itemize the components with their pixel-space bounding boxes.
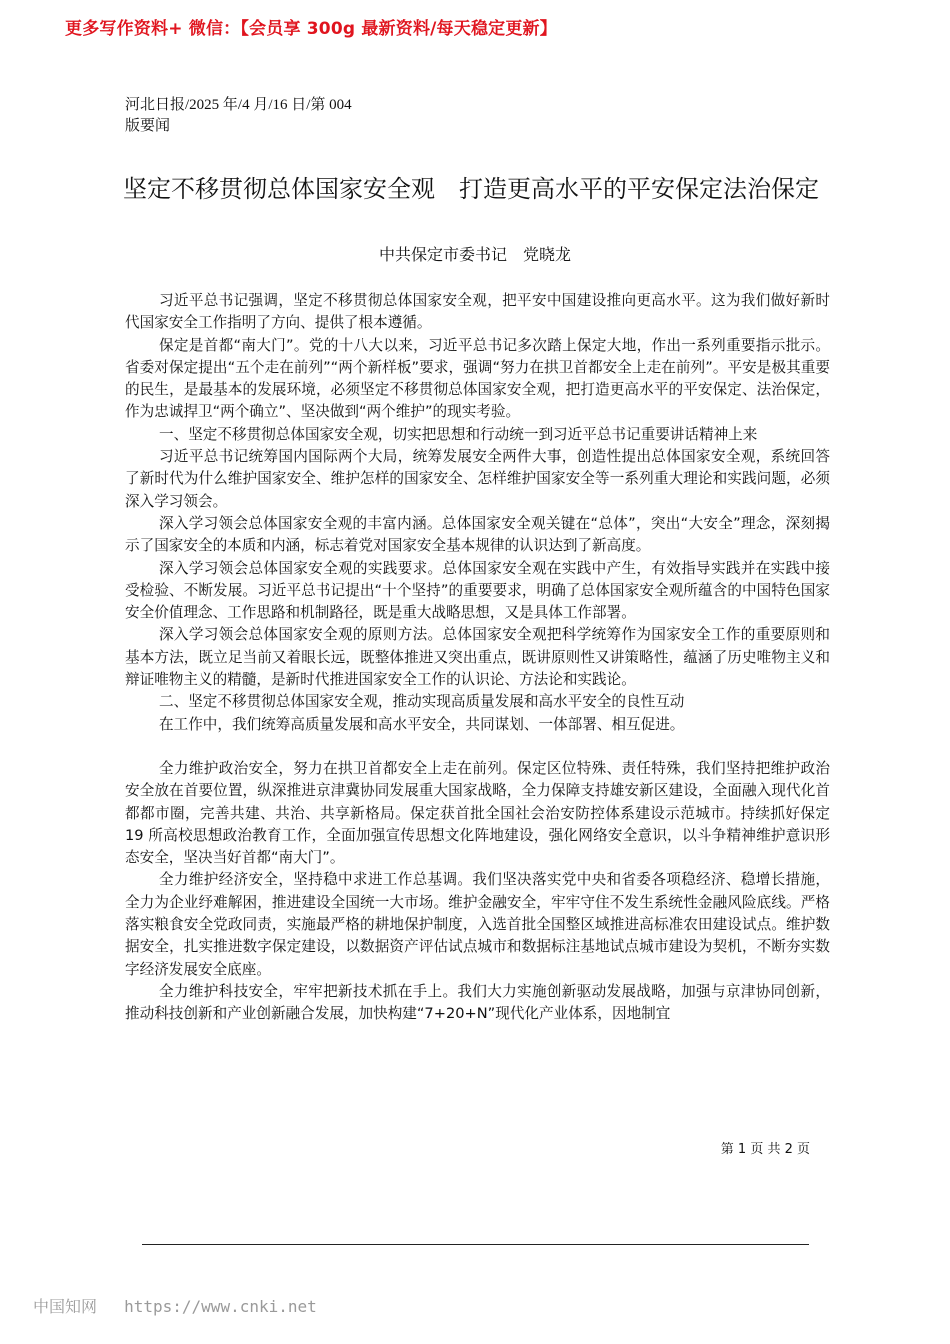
article-title: 坚定不移贯彻总体国家安全观 打造更高水平的平安保定法治保定 xyxy=(123,175,819,204)
paragraph: 全力维护政治安全，努力在拱卫首都安全上走在前列。保定区位特殊、责任特殊，我们坚持把维护政治安全放在首要位置，纵深推进京津冀协同发展重大国家战略，全力保障支持雄安新区建设，全面融入现代化首都都市圈，完善共建、共治、共享新格局。保定获首批全国社会治安防控体系建设示范城市。持续抓好保定 19 所高校思想政治教育工作，全面加强宣传思想文化阵地建设，强化网络安全意识，以斗争精神维护意识形态安全，坚决当好首都“南大门”。 xyxy=(125,759,830,867)
source-line-1: 河北日报/2025 年/4 月/16 日/第 004 xyxy=(125,97,352,113)
article-body xyxy=(125,290,830,1026)
section-heading: 二、坚定不移贯彻总体国家安全观，推动实现高质量发展和高水平安全的良性互动 xyxy=(159,693,685,711)
paragraph: 习近平总书记统筹国内国际两个大局，统筹发展安全两件大事，创造性提出总体国家安全观，系统回答了新时代为什么维护国家安全、维护怎样的国家安全、怎样维护国家安全等一系列重大理论和实践问题，必须深入学习领会。 xyxy=(125,448,830,510)
paragraph: 在工作中，我们统筹高质量发展和高水平安全，共同谋划、一体部署、相互促进。 xyxy=(159,715,685,733)
section-heading: 一、坚定不移贯彻总体国家安全观，切实把思想和行动统一到习近平总书记重要讲话精神上来 xyxy=(159,425,758,443)
watermark-url: https://www.cnki.net xyxy=(124,1297,317,1316)
paragraph: 深入学习领会总体国家安全观的实践要求。总体国家安全观在实践中产生，有效指导实践并在实践中接受检验、不断发展。习近平总书记提出“十个坚持”的重要要求，明确了总体国家安全观所蕴含的中国特色国家安全价值理念、工作思路和机制路径，既是重大战略思想，又是具体工作部署。 xyxy=(125,559,830,622)
footer-divider xyxy=(142,1244,809,1245)
paragraph: 全力维护经济安全，坚持稳中求进工作总基调。我们坚决落实党中央和省委各项稳经济、稳增长措施，全力为企业纾难解困，推进建设全国统一大市场。维护金融安全，牢牢守住不发生系统性金融风险底线。严格落实粮食安全党政同责，实施最严格的耕地保护制度，入选首批全国整区域推进高标准农田建设试点。维护数据安全，扎实推进数字保定建设，以数据资产评估试点城市和数据标注基地试点城市建设为契机，不断夯实数字经济发展安全底座。 xyxy=(125,871,830,978)
paragraph: 习近平总书记强调，坚定不移贯彻总体国家安全观，把平安中国建设推向更高水平。这为我们做好新时代国家安全工作指明了方向、提供了根本遵循。 xyxy=(125,292,830,332)
paragraph-gap xyxy=(125,736,830,758)
article-author: 中共保定市委书记 党晓龙 xyxy=(378,245,571,264)
page-number: 第 1 页 共 2 页 xyxy=(720,1142,810,1157)
paragraph: 深入学习领会总体国家安全观的原则方法。总体国家安全观把科学统筹作为国家安全工作的重要原则和基本方法，既立足当前又着眼长远，既整体推进又突出重点，既讲原则性又讲策略性，蕴涵了历史唯物主义和辩证唯物主义的精髓，是新时代推进国家安全工作的认识论、方法论和实践论。 xyxy=(125,626,830,689)
promo-banner: 更多写作资料+ 微信：【会员享 300g 最新资料/每天稳定更新】 xyxy=(65,19,557,39)
source-info xyxy=(125,95,825,137)
cnki-watermark xyxy=(33,1294,317,1317)
source-line-2: 版要闻 xyxy=(125,118,171,134)
watermark-site-name: 中国知网 xyxy=(33,1297,98,1316)
paragraph: 全力维护科技安全，牢牢把新技术抓在手上。我们大力实施创新驱动发展战略，加强与京津协同创新，推动科技创新和产业创新融合发展，加快构建“7+20+N”现代化产业体系，因地制宜 xyxy=(125,982,830,1023)
paragraph: 保定是首都“南大门”。党的十八大以来，习近平总书记多次踏上保定大地，作出一系列重要指示批示。省委对保定提出“五个走在前列”“两个新样板”要求，强调“努力在拱卫首都安全上走在前列”。平安是极其重要的民生，是最基本的发展环境，必须坚定不移贯彻总体国家安全观，把打造更高水平的平安保定、法治保定，作为忠诚捍卫“两个确立”、坚决做到“两个维护”的现实考验。 xyxy=(125,336,830,421)
paragraph: 深入学习领会总体国家安全观的丰富内涵。总体国家安全观关键在“总体”，突出“大安全”理念，深刻揭示了国家安全的本质和内涵，标志着党对国家安全基本规律的认识达到了新高度。 xyxy=(125,514,830,555)
